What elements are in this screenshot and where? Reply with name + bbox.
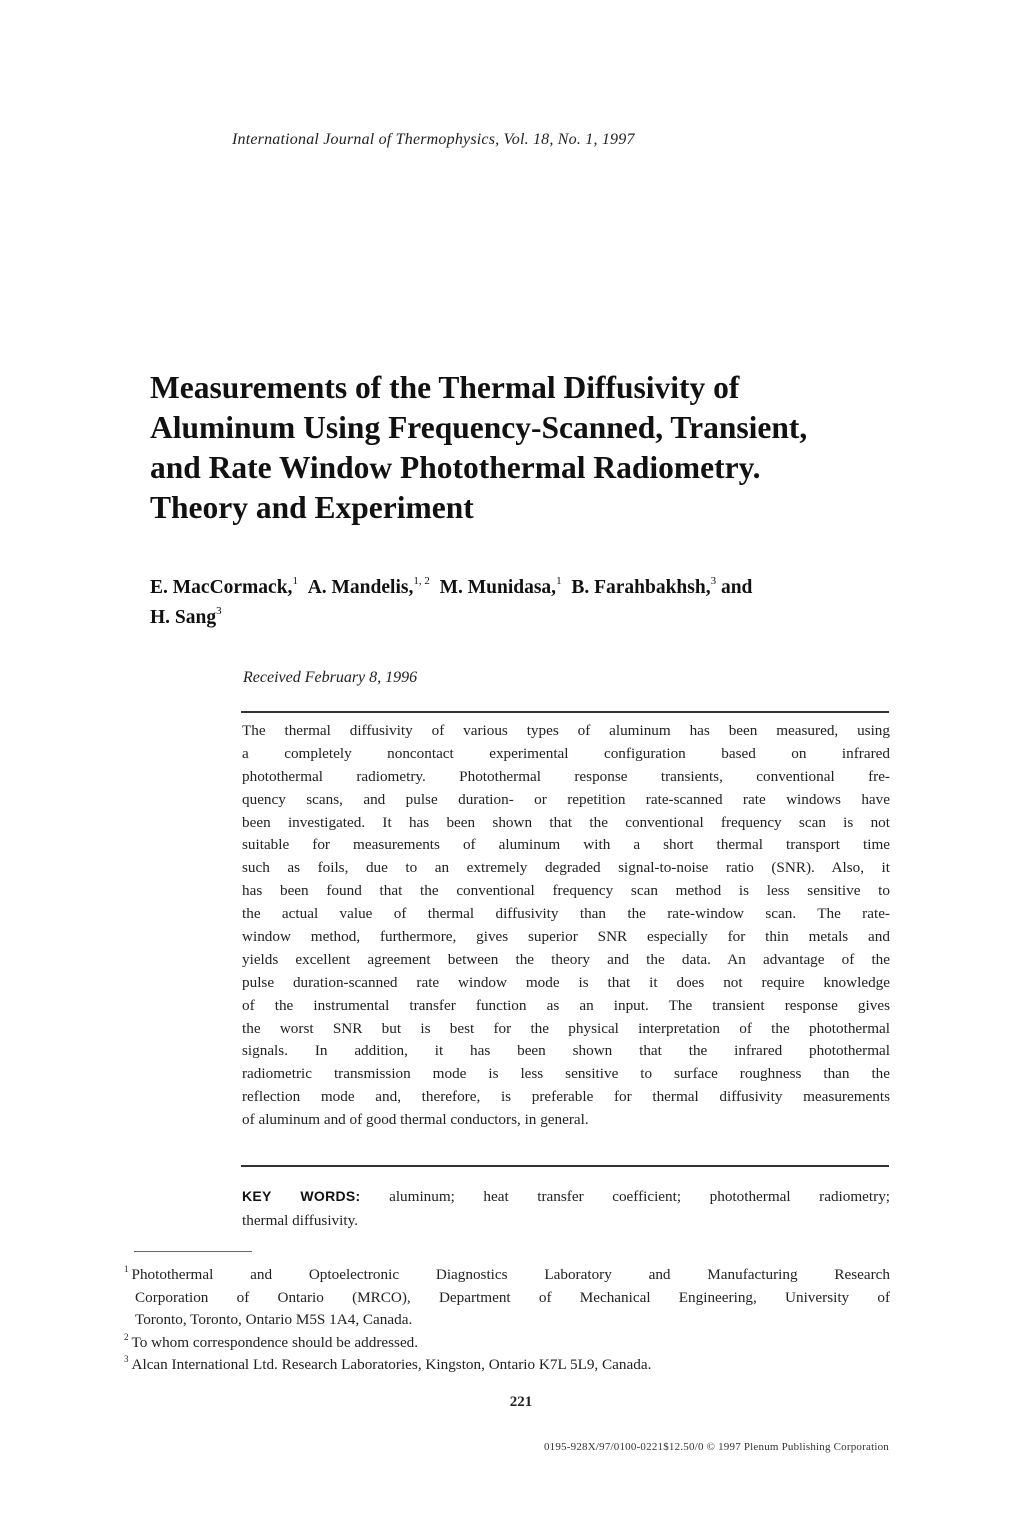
abstract-line: pulse duration-scanned rate window mode is that it does not require knowledge	[242, 973, 890, 991]
footnote-2	[124, 1332, 890, 1355]
abstract	[242, 720, 890, 1132]
footnote-text: Alcan International Ltd. Research Laboratories, Kingston, Ontario K7L 5L9, Canada.	[131, 1356, 652, 1373]
abstract-top-rule	[241, 711, 889, 713]
page-number: 221	[509, 1394, 533, 1410]
footnote-separator	[134, 1251, 252, 1252]
footnote-mark: 2	[124, 1331, 129, 1342]
author-name: E. MacCormack,	[150, 577, 293, 598]
author-affiliation-mark: 3	[710, 575, 717, 587]
copyright-line: 0195-928X/97/0100-0221$12.50/0 © 1997 Plenum Publishing Corporation	[543, 1441, 889, 1453]
title-line: Measurements of the Thermal Diffusivity of	[150, 370, 740, 405]
keywords	[242, 1184, 890, 1233]
abstract-line: of aluminum and of good thermal conductors, in general.	[242, 1111, 589, 1129]
author-affiliation-mark: 3	[216, 605, 222, 617]
footnote-mark: 3	[124, 1354, 129, 1364]
keywords-line	[242, 1184, 890, 1209]
abstract-line: radiometric transmission mode is less sensitive to surface roughness than the	[242, 1065, 890, 1083]
abstract-line: the worst SNR but is best for the physical interpretation of the photothermal	[242, 1019, 890, 1037]
title-line: Theory and Experiment	[150, 490, 474, 525]
abstract-bottom-rule	[241, 1165, 889, 1167]
author-affiliation-mark: 1	[556, 575, 562, 587]
author-name: A. Mandelis,	[307, 577, 414, 598]
received-date: Received February 8, 1996	[243, 669, 418, 686]
footnote-1-continued: Toronto, Toronto, Ontario M5S 1A4, Canada.	[135, 1311, 413, 1328]
abstract-line: photothermal radiometry. Photothermal response transients, conventional fre-	[242, 767, 890, 785]
author-conjunction: and	[720, 577, 753, 598]
footnote-text: Photothermal and Optoelectronic Diagnostics Laboratory and Manufacturing Research	[131, 1266, 890, 1283]
abstract-line: been investigated. It has been shown that the conventional frequency scan is not	[242, 813, 890, 831]
author-affiliation-mark: 1	[292, 575, 298, 587]
author-name: H. Sang	[150, 607, 217, 628]
journal-header: International Journal of Thermophysics, Vol. 18, No. 1, 1997	[232, 131, 635, 148]
keywords-label: KEY WORDS:	[242, 1188, 361, 1204]
abstract-line: of the instrumental transfer function as an input. The transient response gives	[242, 996, 890, 1014]
author-line	[150, 573, 930, 603]
keywords-text: aluminum; heat transfer coefficient; photothermal radiometry;	[389, 1188, 891, 1205]
paper-title	[150, 368, 930, 528]
footnote-1-continued: Corporation of Ontario (MRCO), Department of Mechanical Engineering, University of	[135, 1288, 890, 1306]
footnote-text: To whom correspondence should be addressed.	[131, 1333, 419, 1351]
author-list	[150, 573, 930, 633]
footnotes	[124, 1264, 890, 1377]
author-name: M. Munidasa,	[439, 577, 557, 598]
abstract-line: reflection mode and, therefore, is preferable for thermal diffusivity measurements	[242, 1088, 890, 1106]
author-affiliation-mark: 1, 2	[413, 575, 430, 587]
title-line: and Rate Window Photothermal Radiometry.	[150, 450, 761, 485]
abstract-line: a completely noncontact experimental configuration based on infrared	[242, 744, 890, 762]
abstract-line: yields excellent agreement between the theory and the data. An advantage of the	[242, 950, 890, 968]
abstract-line: such as foils, due to an extremely degraded signal-to-noise ratio (SNR). Also, it	[242, 859, 890, 877]
abstract-line: The thermal diffusivity of various types of aluminum has been measured, using	[242, 722, 890, 739]
keywords-line-continued: thermal diffusivity.	[242, 1212, 358, 1229]
footnote-3	[124, 1354, 890, 1377]
abstract-line: suitable for measurements of aluminum with a short thermal transport time	[242, 836, 890, 854]
title-line: Aluminum Using Frequency-Scanned, Transient,	[150, 410, 808, 445]
author-line	[150, 603, 930, 633]
footnote-mark: 1	[124, 1264, 129, 1274]
footnote-1	[124, 1264, 890, 1287]
abstract-line: window method, furthermore, gives superior SNR especially for thin metals and	[242, 928, 890, 946]
abstract-line: the actual value of thermal diffusivity than the rate-window scan. The rate-	[242, 905, 890, 923]
author-name: B. Farahbakhsh,	[571, 577, 711, 598]
abstract-line: has been found that the conventional frequency scan method is less sensitive to	[242, 882, 890, 900]
abstract-line: quency scans, and pulse duration- or repetition rate-scanned rate windows have	[242, 790, 890, 808]
abstract-line: signals. In addition, it has been shown that the infrared photothermal	[242, 1042, 890, 1060]
